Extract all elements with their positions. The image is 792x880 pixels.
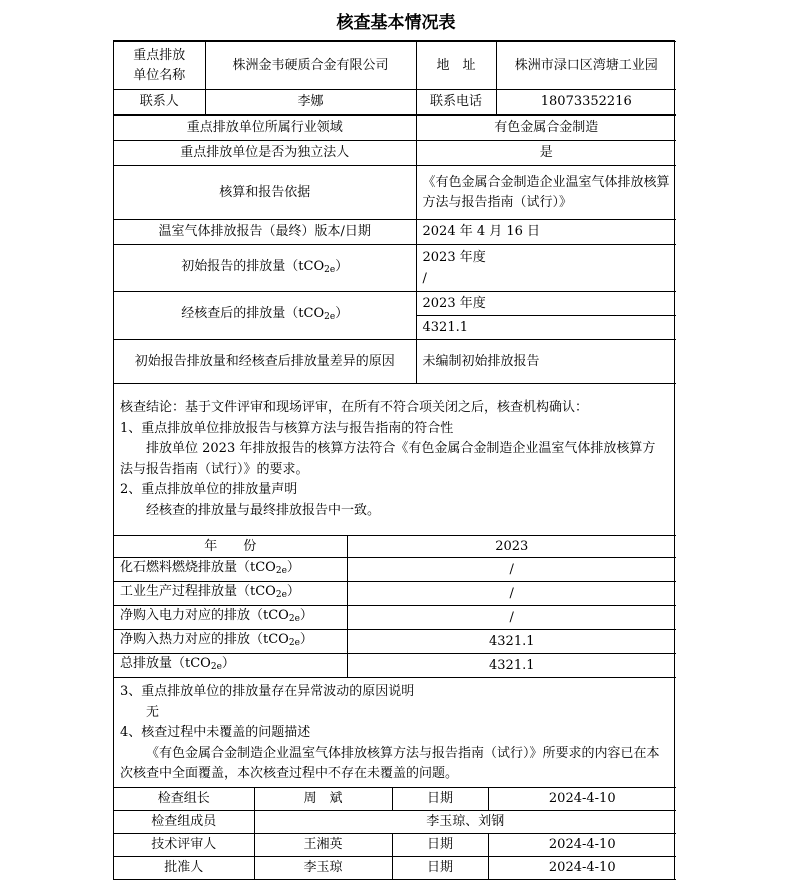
basis-row bbox=[114, 166, 676, 220]
initial-emission-amount: / bbox=[422, 271, 427, 286]
members-label: 检查组成员 bbox=[114, 810, 254, 833]
year-value: 2023 bbox=[347, 536, 676, 558]
initial-emission-value bbox=[416, 245, 676, 292]
approver-date: 2024-4-10 bbox=[488, 856, 676, 879]
verified-emission-row bbox=[114, 292, 676, 340]
unit-name-label: 重点排放单位名称 bbox=[114, 42, 205, 90]
report-version-row bbox=[114, 220, 676, 245]
approver-value: 李玉琼 bbox=[254, 856, 392, 879]
leader-date-label: 日期 bbox=[392, 787, 488, 810]
contact-phone-label: 联系电话 bbox=[416, 90, 496, 115]
conclusion-item1-title: 1、重点排放单位排放报告与核算方法与报告指南的符合性 bbox=[120, 420, 454, 436]
basic-info-table bbox=[114, 41, 676, 115]
notes-item4-body: 《有色金属合金制造企业温室气体排放核算方法与报告指南（试行）》所要求的内容已在本次核查中全面覆盖，本次核查过程中不存在未覆盖的问题。 bbox=[120, 745, 660, 781]
conclusion-intro: 核查结论：基于文件评审和现场评审，在所有不符合项关闭之后，核查机构确认： bbox=[120, 400, 589, 415]
difference-row bbox=[114, 340, 676, 384]
reviewer-date-label: 日期 bbox=[392, 833, 488, 856]
address-value: 株洲市渌口区湾塘工业园 bbox=[496, 42, 676, 90]
legal-row bbox=[114, 141, 676, 166]
emissions-header-row bbox=[114, 536, 676, 558]
basis-value: 《有色金属合金制造企业温室气体排放核算方法与报告指南（试行）》 bbox=[416, 166, 676, 220]
emission-row-value: / bbox=[347, 606, 676, 630]
conclusion-item2-title: 2、重点排放单位的排放量声明 bbox=[120, 482, 298, 497]
legal-label: 重点排放单位是否为独立法人 bbox=[114, 141, 416, 166]
industry-value: 有色金属合金制造 bbox=[416, 116, 676, 141]
report-version-value: 2024 年 4 月 16 日 bbox=[416, 220, 676, 245]
emission-row bbox=[114, 654, 676, 678]
conclusion-item1-body: 排放单位 2023 年排放报告的核算方法符合《有色金属合金制造企业温室气体排放核算方法与报告指南（试行）》的要求。 bbox=[120, 441, 656, 477]
initial-emission-row bbox=[114, 245, 676, 292]
notes-item3-body: 无 bbox=[146, 704, 160, 720]
address-label: 地 址 bbox=[416, 42, 496, 90]
initial-emission-year: 2023 年度 bbox=[422, 250, 486, 265]
team-table bbox=[114, 787, 676, 880]
emission-row-label: 化石燃料燃烧排放量（tCO$_{2e}$） bbox=[114, 558, 347, 582]
approver-label: 批准人 bbox=[114, 856, 254, 879]
leader-row bbox=[114, 787, 676, 810]
report-info-table bbox=[114, 115, 676, 384]
industry-label: 重点排放单位所属行业领域 bbox=[114, 116, 416, 141]
unit-row bbox=[114, 42, 676, 90]
verified-emission-amount: 4321.1 bbox=[422, 320, 468, 335]
report-version-label: 温室气体排放报告（最终）版本/日期 bbox=[114, 220, 416, 245]
notes-item4-title: 4、核查过程中未覆盖的问题描述 bbox=[120, 725, 311, 740]
emission-row-value: 4321.1 bbox=[347, 630, 676, 654]
emission-row bbox=[114, 558, 676, 582]
unit-name-value: 株洲金韦硬质合金有限公司 bbox=[205, 42, 416, 90]
emission-row-label: 工业生产过程排放量（tCO$_{2e}$） bbox=[114, 582, 347, 606]
initial-emission-label: 初始报告的排放量（tCO$_{2e}$） bbox=[114, 245, 416, 292]
conclusion-section bbox=[114, 384, 674, 535]
emission-row-value: / bbox=[347, 558, 676, 582]
leader-date: 2024-4-10 bbox=[488, 787, 676, 810]
members-row bbox=[114, 810, 676, 833]
emissions-table bbox=[114, 535, 676, 678]
legal-value: 是 bbox=[416, 141, 676, 166]
emission-row-value: / bbox=[347, 582, 676, 606]
difference-value: 未编制初始排放报告 bbox=[416, 340, 676, 384]
reviewer-label: 技术评审人 bbox=[114, 833, 254, 856]
year-label: 年 份 bbox=[114, 536, 347, 558]
emission-row bbox=[114, 630, 676, 654]
contact-person-label: 联系人 bbox=[114, 90, 205, 115]
reviewer-date: 2024-4-10 bbox=[488, 833, 676, 856]
basis-label: 核算和报告依据 bbox=[114, 166, 416, 220]
verified-emission-cell bbox=[416, 292, 676, 340]
emission-row bbox=[114, 606, 676, 630]
industry-row bbox=[114, 116, 676, 141]
contact-row bbox=[114, 90, 676, 115]
emission-row bbox=[114, 582, 676, 606]
leader-label: 检查组长 bbox=[114, 787, 254, 810]
reviewer-value: 王湘英 bbox=[254, 833, 392, 856]
approver-date-label: 日期 bbox=[392, 856, 488, 879]
emission-row-value: 4321.1 bbox=[347, 654, 676, 678]
contact-phone-value: 18073352216 bbox=[496, 90, 676, 115]
emission-row-label: 净购入热力对应的排放（tCO$_{2e}$） bbox=[114, 630, 347, 654]
leader-value: 周 斌 bbox=[254, 787, 392, 810]
contact-person-value: 李娜 bbox=[205, 90, 416, 115]
notes-item3-title: 3、重点排放单位的排放量存在异常波动的原因说明 bbox=[120, 684, 415, 699]
difference-label: 初始报告排放量和经核查后排放量差异的原因 bbox=[114, 340, 416, 384]
conclusion-item2-body: 经核查的排放量与最终排放报告中一致。 bbox=[146, 502, 381, 518]
verification-form bbox=[113, 40, 675, 880]
members-value: 李玉琼、刘钢 bbox=[254, 810, 676, 833]
reviewer-row bbox=[114, 833, 676, 856]
page-title: 核查基本情况表 bbox=[336, 13, 456, 33]
verified-emission-label: 经核查后的排放量（tCO$_{2e}$） bbox=[114, 292, 416, 340]
emission-row-label: 总排放量（tCO$_{2e}$） bbox=[114, 654, 347, 678]
verified-emission-year: 2023 年度 bbox=[417, 292, 677, 316]
notes-section bbox=[114, 678, 674, 787]
emission-row-label: 净购入电力对应的排放（tCO$_{2e}$） bbox=[114, 606, 347, 630]
